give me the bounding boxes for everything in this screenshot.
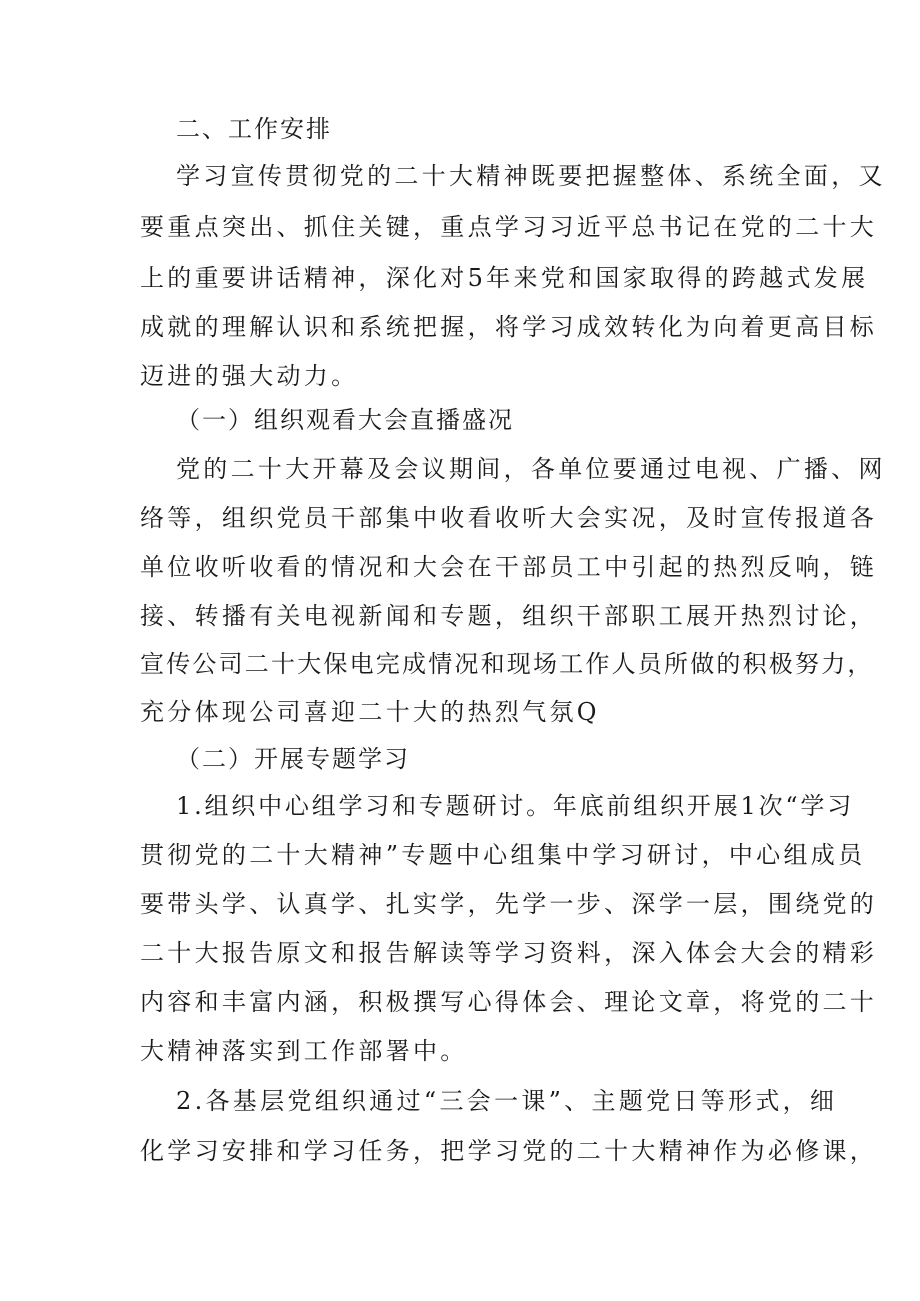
subsection-heading-2: （二）开展专题学习 — [176, 745, 410, 773]
paragraph-line: 络等，组织党员干部集中收看收听大会实况，及时宣传报道各 — [140, 504, 878, 532]
paragraph-line: 宣传公司二十大保电完成情况和现场工作人员所做的积极努力， — [140, 650, 874, 678]
list-item-line: 内容和丰富内涵，积极撰写心得体会、理论文章，将党的二十 — [140, 988, 878, 1016]
list-item-line: 大精神落实到工作部署中。 — [140, 1037, 468, 1065]
list-item-line: 贯彻党的二十大精神”专题中心组集中学习研讨，中心组成员 — [140, 841, 866, 869]
section-heading: 二、工作安排 — [176, 115, 332, 143]
list-item-line: 1.组织中心组学习和专题研讨。年底前组织开展1次“学习 — [176, 792, 855, 820]
paragraph-line: 党的二十大开幕及会议期间，各单位要通过电视、广播、网 — [176, 455, 886, 483]
paragraph-line: 充分体现公司喜迎二十大的热烈气氛Q — [140, 698, 600, 726]
subsection-heading-1: （一）组织观看大会直播盛况 — [176, 406, 514, 434]
paragraph-line: 单位收听收看的情况和大会在干部员工中引起的热烈反响，链 — [140, 553, 878, 581]
paragraph-line: 成就的理解认识和系统把握，将学习成效转化为向着更高目标 — [140, 313, 878, 341]
list-item-line: 化学习安排和学习任务，把学习党的二十大精神作为必修课， — [140, 1137, 878, 1165]
list-item-line: 要带头学、认真学、扎实学，先学一步、深学一层，围绕党的 — [140, 890, 878, 918]
list-item-line: 二十大报告原文和报告解读等学习资料，深入体会大会的精彩 — [140, 939, 878, 967]
paragraph-line: 学习宣传贯彻党的二十大精神既要把握整体、系统全面，又 — [176, 162, 886, 190]
paragraph-line: 接、转播有关电视新闻和专题，组织干部职工展开热烈讨论， — [140, 602, 878, 630]
list-item-line: 2.各基层党组织通过“三会一课”、主题党日等形式，细 — [176, 1087, 838, 1115]
paragraph-line: 要重点突出、抓住关键，重点学习习近平总书记在党的二十大 — [140, 213, 878, 241]
paragraph-line: 迈进的强大动力。 — [140, 362, 359, 390]
paragraph-line: 上的重要讲话精神，深化对5年来党和国家取得的跨越式发展 — [140, 264, 869, 292]
